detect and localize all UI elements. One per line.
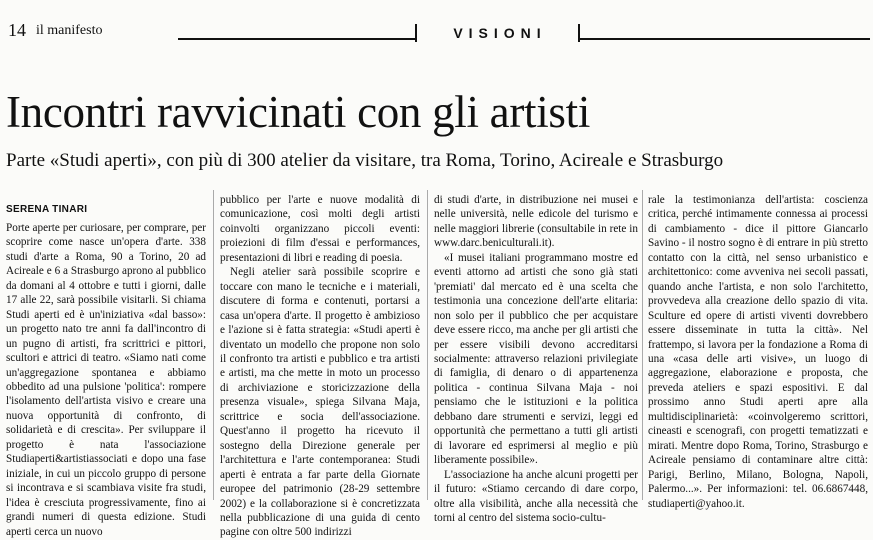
article-column-2 bbox=[220, 193, 420, 540]
header-rule-left bbox=[178, 38, 416, 40]
paragraph: L'associazione ha anche alcuni progetti per il futuro: «Stiamo cercando di dare corpo, oltre alla visibilità, anche alla necessità che torni al centro del sistema socio-cultu- bbox=[434, 468, 638, 524]
column-divider bbox=[213, 190, 214, 500]
article-column-3 bbox=[434, 193, 638, 525]
paragraph: Porte aperte per curiosare, per comprare, per scoprire come nasce un'opera d'arte. 338 studi d'arte a Roma, 90 a Torino, 20 ad Acireale e 6 a Strasburgo aprono al pubblico da domani al 4 ottobre e tutti i giorni, dalle 17 alle 22, sarà possibile visitarli. Si chiama Studi aperti ed è un'iniziativa «dal basso»: un progetto nato tre anni fa dall'incontro di un pugno di artisti, fra scrittrici e pittori, scultori e attrici di teatro. «Siamo nati come un'aggregazione spontanea e abbiamo obbedito ad una pulsione 'politica': rompere l'isolamento dell'artista visivo e creare una nuova opportunità di confronto, di solidarietà e di crescita». Per sviluppare il progetto è nata l'associazione Studiaperti&artistiassociati e dopo una fase iniziale, in cui un piccolo gruppo di persone si incontrava e si scambiava visite fra studi, l'idea è cresciuta progressivamente, fino ai grandi numeri di questa edizione. Studi aperti cerca un nuovo bbox=[6, 222, 206, 538]
page-number: 14 bbox=[8, 20, 26, 40]
header-rule-tick-left bbox=[415, 24, 417, 42]
paragraph: di studi d'arte, in distribuzione nei musei e nelle università, nelle edicole del turismo e nelle maggiori librerie (consultabile in rete in www.darc.beniculturali.it). bbox=[434, 194, 638, 250]
header-rule-right bbox=[580, 38, 870, 40]
headline: Incontri ravvicinati con gli artisti bbox=[6, 87, 591, 137]
column-divider bbox=[427, 190, 428, 500]
paragraph: Negli atelier sarà possibile scoprire e toccare con mano le tecniche e i materiali, discutere di forma e contenuti, portarsi a casa un'opera d'arte. Il progetto è ambizioso e l'azione si è fatta strategia: «Studi aperti è diventato un modello che propone non solo il confronto tra artisti e pubblico e tra artisti e artisti, ma che mette in moto un processo di archiviazione e storicizzazione della presenza visuale», spiega Silvana Maja, scrittrice e socia dell'associazione. Quest'anno il progetto ha ricevuto il sostegno della Direzione generale per l'architettura e l'arte contemporanea: Studi aperti è entrata a far parte della Giornate europee del patrimonio (28-29 settembre 2002) e la collaborazione si è concretizzata nella pubblicazione di una guida di cento pagine con oltre 500 indirizzi bbox=[220, 266, 420, 539]
section-label: VISIONI bbox=[453, 25, 547, 41]
subheadline: Parte «Studi aperti», con più di 300 atelier da visitare, tra Roma, Torino, Acireale e Strasburgo bbox=[6, 150, 724, 171]
page-header bbox=[0, 0, 873, 52]
paragraph: rale la testimonianza dell'artista: coscienza critica, perché intimamente connessa ai processi di cambiamento - dice il pittore Giancarlo Savino - il nostro sogno è di entrare in più stretto contatto con la città, nel senso urbanistico e architettonico: come avveniva nei secoli passati, quando anche l'artista, e non solo l'architetto, provvedeva alla creazione dello spazio di vita. Sculture ed opere di artisti viventi dovrebbero essere disseminate in tutta la città». Nel frattempo, si lavora per la fondazione a Roma di una «casa delle arti visive», un luogo di aggregazione, elaborazione e proposta, che preveda ateliers e spazi espositivi. E dal prossimo anno Studi aperti apre alla multidisciplinarietà: «coinvolgeremo scrittori, cineasti e scenografi, con progetti tematizzati e mirati. Mentre dopo Roma, Torino, Strasburgo e Acireale pensiamo di contaminare altre città: Parigi, Berlino, Milano, Bologna, Napoli, Palermo...». Per informazioni: tel. 06.6867448, studiaperti@yahoo.it. bbox=[648, 194, 868, 510]
newspaper-name: il manifesto bbox=[36, 23, 103, 38]
article-column-1 bbox=[6, 221, 206, 539]
paragraph: pubblico per l'arte e nuove modalità di comunicazione, così molti degli artisti coinvolti organizzano piccoli eventi: proiezioni di film d'essai e performances, presentazioni di libri e reading di poesia. bbox=[220, 194, 420, 264]
byline: SERENA TINARI bbox=[6, 204, 88, 215]
article-column-4 bbox=[648, 193, 868, 511]
paragraph: «I musei italiani programmano mostre ed eventi attorno ad artisti che sono già stati 'premiati' dal mercato ed è una scelta che testimonia una concezione dell'arte elitaria: non solo per il pubblico che per acquistare deve essere ricco, ma anche per gli artisti che per essere visibili devono accreditarsi socialmente: attraverso relazioni privilegiate di famiglia, di denaro o di appartenenza politica - continua Silvana Maja - noi pensiamo che le istituzioni e la politica debbano dare strumenti e servizi, leggi ed opportunità che permettano a tutti gli artisti di lavorare ed esprimersi al meglio e più liberamente possibile». bbox=[434, 251, 638, 467]
column-divider bbox=[642, 190, 643, 500]
